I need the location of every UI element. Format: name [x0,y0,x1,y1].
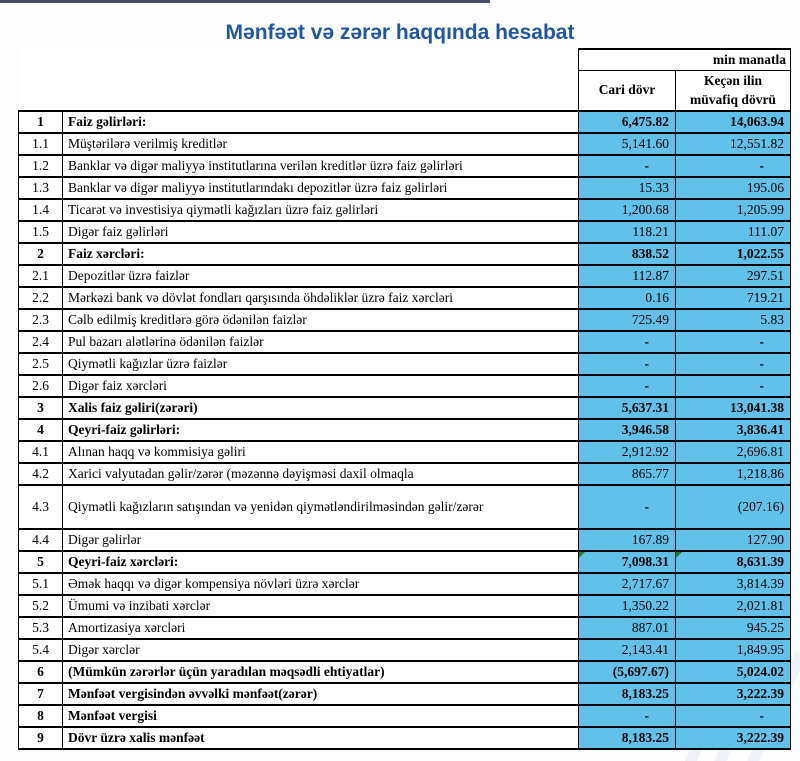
row-number-cell: 6 [19,661,63,683]
table-row [19,639,791,661]
table-row [19,617,791,639]
table-row [19,573,791,595]
row-label-cell: Xarici valyutadan gəlir/zərər (məzənnə dəyişməsi daxil olmaqla [63,463,579,485]
previous-period-value-cell: 3,836.41 [676,419,791,441]
row-label-cell: Ümumi və inzibati xərclər [63,595,579,617]
report-table-body [19,111,791,749]
current-period-value-cell: 2,143.41 [579,639,676,661]
previous-period-value-cell: 5,024.02 [676,661,791,683]
row-number-cell: 2.3 [19,309,63,331]
current-period-value-cell: 118.21 [579,221,676,243]
current-period-value-cell: 7,098.31 [579,551,676,573]
table-row [19,243,791,265]
row-label-cell: Qeyri-faiz xərcləri: [63,551,579,573]
row-label-cell: Faiz gəlirləri: [63,111,579,133]
row-number-cell: 2.2 [19,287,63,309]
row-number-cell: 1.4 [19,199,63,221]
table-row [19,595,791,617]
table-row [19,375,791,397]
row-number-cell: 1 [19,111,63,133]
previous-period-value-cell: 8,631.39 [676,551,791,573]
row-label-cell: (Mümkün zərərlər üçün yaradılan məqsədli ehtiyatlar) [63,661,579,683]
previous-period-value-cell: 3,222.39 [676,727,791,749]
row-number-cell: 2.4 [19,331,63,353]
previous-period-value-cell: 719.21 [676,287,791,309]
table-row [19,177,791,199]
previous-period-value-cell: 12,551.82 [676,133,791,155]
previous-period-value-cell: 2,696.81 [676,441,791,463]
row-number-cell: 2 [19,243,63,265]
previous-period-value-cell: 127.90 [676,529,791,551]
row-number-cell: 1.5 [19,221,63,243]
row-number-cell: 1.1 [19,133,63,155]
table-row [19,551,791,573]
table-row [19,661,791,683]
row-number-cell: 4.3 [19,485,63,529]
table-row [19,485,791,529]
table-row [19,683,791,705]
current-period-value-cell: 6,475.82 [579,111,676,133]
row-label-cell: Cəlb edilmiş kreditlərə görə ödənilən faizlər [63,309,579,331]
row-number-cell: 1.3 [19,177,63,199]
row-label-cell: Qiymətli kağızlar üzrə faizlər [63,353,579,375]
current-period-value-cell: 15.33 [579,177,676,199]
table-row [19,419,791,441]
table-row [19,111,791,133]
current-period-value-cell: 8,183.25 [579,683,676,705]
previous-period-value-cell: 14,063.94 [676,111,791,133]
current-period-value-cell: 1,200.68 [579,199,676,221]
previous-period-value-cell: 195.06 [676,177,791,199]
column-header-row [19,70,791,111]
table-row [19,265,791,287]
row-number-cell: 5.1 [19,573,63,595]
row-label-cell: Qeyri-faiz gəlirləri: [63,419,579,441]
row-label-cell: Banklar və digər maliyyə institutlarındakı depozitlər üzrə faiz gəlirləri [63,177,579,199]
current-period-value-cell: 2,717.67 [579,573,676,595]
row-label-cell: Depozitlər üzrə faizlər [63,265,579,287]
current-period-value-cell: (5,697.67) [579,661,676,683]
previous-period-value-cell: 1,849.95 [676,639,791,661]
table-row [19,441,791,463]
previous-period-value-cell: - [676,375,791,397]
table-row [19,221,791,243]
row-number-cell: 8 [19,705,63,727]
row-label-cell: Mərkəzi bank və dövlət fondları qarşısında öhdəliklər üzrə faiz xərcləri [63,287,579,309]
previous-period-value-cell: 1,205.99 [676,199,791,221]
row-number-cell: 4.4 [19,529,63,551]
current-period-value-cell: 887.01 [579,617,676,639]
previous-period-value-cell: - [676,331,791,353]
row-label-cell: Mənfəət vergisi [63,705,579,727]
row-number-cell: 3 [19,397,63,419]
current-period-value-cell: 3,946.58 [579,419,676,441]
row-number-cell: 5.4 [19,639,63,661]
row-number-cell: 2.5 [19,353,63,375]
row-label-cell: Pul bazarı alətlərinə ödənilən faizlər [63,331,579,353]
row-label-cell: Banklar və digər maliyyə institutlarına verilən kreditlər üzrə faiz gəlirləri [63,155,579,177]
table-header [19,49,791,111]
profit-loss-table [18,48,791,750]
empty-header-cell [19,49,579,70]
current-period-value-cell: 5,637.31 [579,397,676,419]
current-period-value-cell: 2,912.92 [579,441,676,463]
row-label-cell: Alınan haqq və kommisiya gəliri [63,441,579,463]
previous-period-value-cell: 1,218.86 [676,463,791,485]
table-row [19,155,791,177]
current-period-value-cell: 8,183.25 [579,727,676,749]
previous-period-value-cell: 2,021.81 [676,595,791,617]
row-number-cell: 7 [19,683,63,705]
previous-period-value-cell: (207.16) [676,485,791,529]
row-number-cell: 9 [19,727,63,749]
row-label-cell: Ticarət və investisiya qiymətli kağızları üzrə faiz gəlirləri [63,199,579,221]
row-label-cell: Mənfəət vergisindən əvvəlki mənfəət(zərər) [63,683,579,705]
table-row [19,353,791,375]
previous-period-value-cell: 5.83 [676,309,791,331]
previous-period-value-cell: - [676,705,791,727]
column-header-previous: Keçən ilin müvafiq dövrü [676,70,791,111]
unit-label: min manatla [579,49,791,70]
current-period-value-cell: 112.87 [579,265,676,287]
unit-row [19,49,791,70]
row-label-cell: Əmək haqqı və digər kompensiya növləri üzrə xərclər [63,573,579,595]
row-number-cell: 1.2 [19,155,63,177]
current-period-value-cell: 1,350.22 [579,595,676,617]
previous-period-value-cell: 13,041.38 [676,397,791,419]
row-number-cell: 5.3 [19,617,63,639]
row-number-cell: 5 [19,551,63,573]
current-period-value-cell: - [579,705,676,727]
row-label-cell: Digər faiz gəlirləri [63,221,579,243]
empty-header-cell [19,70,579,111]
table-row [19,705,791,727]
current-period-value-cell: - [579,353,676,375]
previous-period-value-cell: 945.25 [676,617,791,639]
previous-period-value-cell: - [676,353,791,375]
previous-period-value-cell: 111.07 [676,221,791,243]
current-period-value-cell: - [579,375,676,397]
row-number-cell: 4.2 [19,463,63,485]
table-row [19,529,791,551]
row-label-cell: Digər xərclər [63,639,579,661]
table-row [19,199,791,221]
previous-period-value-cell: 3,222.39 [676,683,791,705]
table-row [19,309,791,331]
table-row [19,463,791,485]
table-row [19,287,791,309]
row-number-cell: 5.2 [19,595,63,617]
row-label-cell: Digər faiz xərcləri [63,375,579,397]
page-title: Mənfəət və zərər haqqında hesabat [225,21,575,44]
row-number-cell: 4 [19,419,63,441]
current-period-value-cell: 5,141.60 [579,133,676,155]
table-row [19,331,791,353]
row-label-cell: Xalis faiz gəliri(zərəri) [63,397,579,419]
table-row [19,133,791,155]
current-period-value-cell: 838.52 [579,243,676,265]
row-number-cell: 2.6 [19,375,63,397]
current-period-value-cell: 167.89 [579,529,676,551]
row-label-cell: Digər gəlirlər [63,529,579,551]
row-label-cell: Dövr üzrə xalis mənfəət [63,727,579,749]
row-label-cell: Müştərilərə verilmiş kreditlər [63,133,579,155]
current-period-value-cell: 725.49 [579,309,676,331]
column-header-current: Cari dövr [579,70,676,111]
table-row [19,397,791,419]
previous-period-value-cell: 297.51 [676,265,791,287]
current-period-value-cell: - [579,485,676,529]
row-label-cell: Amortizasiya xərcləri [63,617,579,639]
previous-period-value-cell: - [676,155,791,177]
row-label-cell: Qiymətli kağızların satışından və yenidən qiymətləndirilməsindən gəlir/zərər [63,485,579,529]
previous-period-value-cell: 3,814.39 [676,573,791,595]
window-edge-strip [0,0,490,3]
row-number-cell: 2.1 [19,265,63,287]
current-period-value-cell: - [579,155,676,177]
table-row [19,727,791,749]
current-period-value-cell: 865.77 [579,463,676,485]
row-number-cell: 4.1 [19,441,63,463]
row-label-cell: Faiz xərcləri: [63,243,579,265]
current-period-value-cell: 0.16 [579,287,676,309]
previous-period-value-cell: 1,022.55 [676,243,791,265]
current-period-value-cell: - [579,331,676,353]
